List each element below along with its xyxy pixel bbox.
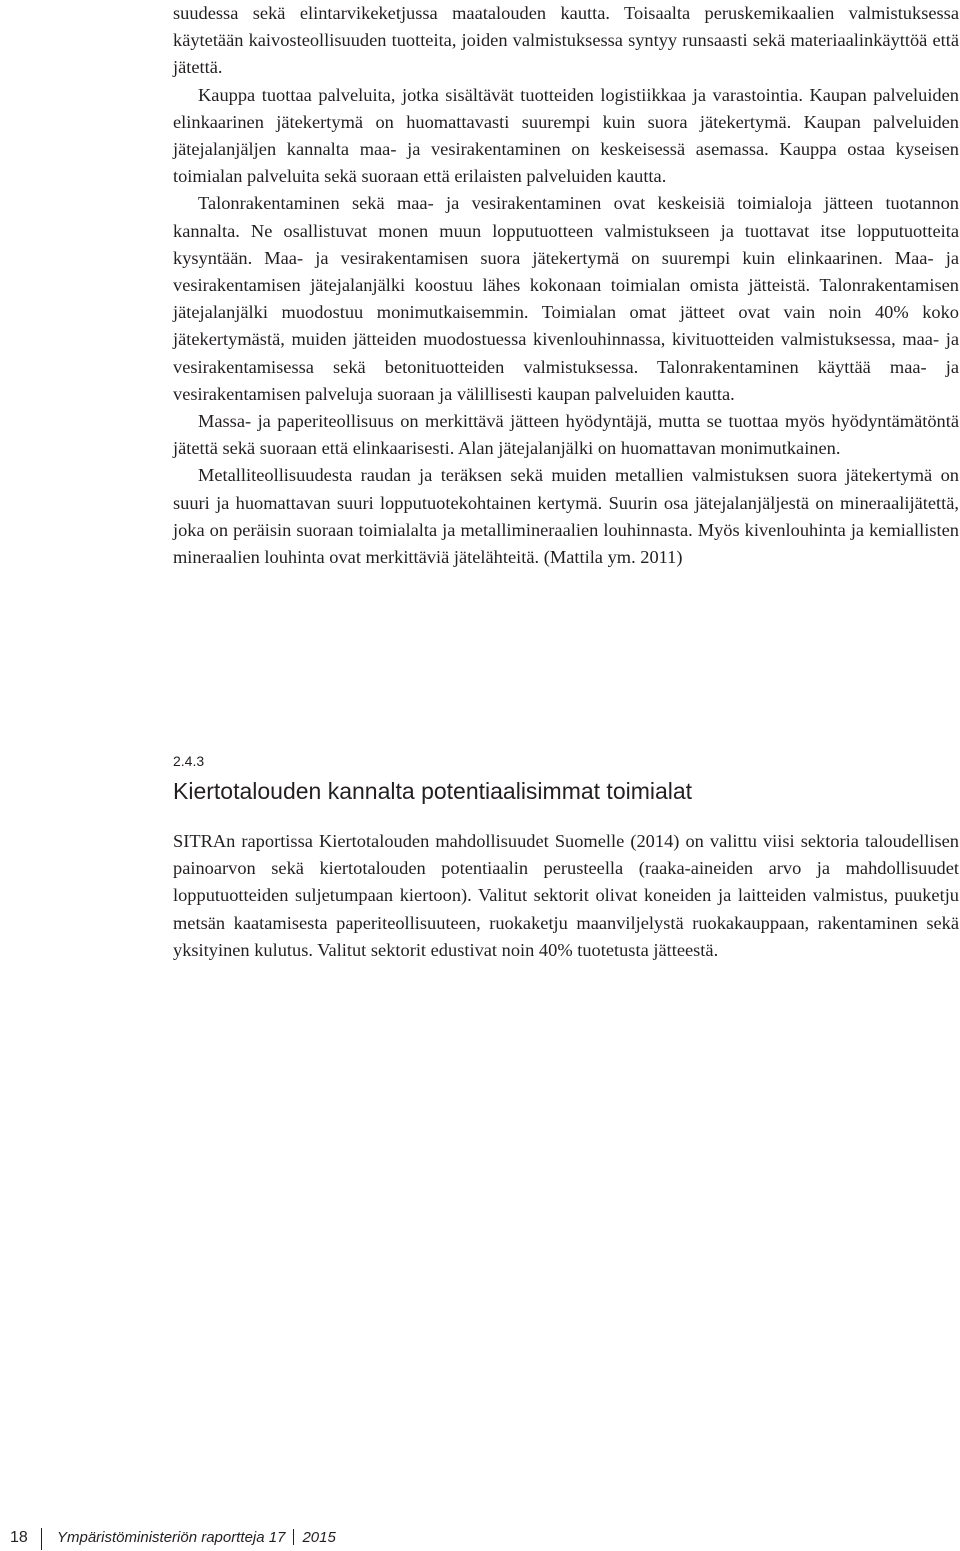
paragraph-sitra: SITRAn raportissa Kiertotalouden mahdollisuudet Suomelle (2014) on valittu viisi sektoria taloudellisen painoarvon sekä kiertotalouden potentiaalin perusteella (raaka-aineiden arvo ja mahdollisuudet lopputuotteiden suljetumpaan kiertoon). Valitut sektorit olivat koneiden ja laitteiden valmistus, puuketju metsän kaatamisesta paperiteollisuuteen, ruokaketju maanviljelystä ruokakauppaan, rakentaminen sekä yksityinen kulutus. Valitut sektorit edustivat noin 40% tuotetusta jätteestä. <box>173 831 959 960</box>
footer-separator <box>293 1529 294 1545</box>
series-year: 2015 <box>302 1529 336 1546</box>
paragraph-continuation: suudessa sekä elintarvikeketjussa maatalouden kautta. Toisaalta peruskemikaalien valmistuksessa käytetään kaivosteollisuuden tuotteita, joiden valmistuksessa syntyy runsaasti sekä materiaalinkäyttöä että jätettä. <box>173 3 959 78</box>
page-number: 18 <box>10 1529 28 1546</box>
series-title: Ympäristöministeriön raportteja 17 <box>57 1529 286 1546</box>
section-body <box>173 828 959 964</box>
paragraph-metal-industry: Metalliteollisuudesta raudan ja teräksen sekä muiden metallien valmistuksen suora jätekertymä on suuri ja huomattavan suuri lopputuotekohtainen kertymä. Suurin osa jätejalanjäljestä on mineraalijätettä, joka on peräisin suoraan toimialalta ja metallimineraalien louhinnasta. Myös kivenlouhinta ja kemiallisten mineraalien louhinta ovat merkittäviä jätelähteitä. (Mattila ym. 2011) <box>173 465 959 568</box>
paragraph-trade: Kauppa tuottaa palveluita, jotka sisältävät tuotteiden logistiikkaa ja varastointia. Kaupan palveluiden elinkaarinen jätekertymä on huomattavasti suurempi kuin suora jätekertymä. Kaupan palveluiden jätejalanjäljen kannalta maa- ja vesirakentaminen on keskeisessä asemassa. Kauppa ostaa kyseisen toimialan palveluita sekä suoraan että erilaisten palveluiden kautta. <box>173 84 959 187</box>
footer-divider <box>41 1528 42 1550</box>
paragraph-construction: Talonrakentaminen sekä maa- ja vesirakentaminen ovat keskeisiä toimialoja jätteen tuotannon kannalta. Ne osallistuvat monen muun lopputuotteen valmistukseen ja tuottavat itse lopputuotteita kysyntään. Maa- ja vesirakentamisen suora jätekertymä on suurempi kuin elinkaarinen. Maa- ja vesirakentamisen jätejalanjälki koostuu lähes kokonaan toimialan omista jätteistä. Talonrakentamisen jätejalanjälki muodostuu monimutkaisemmin. Toimialan omat jätteet ovat vain noin 40% koko jätekertymästä, muiden jätteiden muodostuessa kivenlouhinnassa, kivituotteiden valmistuksessa, maa- ja vesirakentamisessa sekä betonituotteiden valmistuksessa. Talonrakentaminen käyttää maa- ja vesirakentamisen palveluja suoraan ja välillisesti kaupan palveluiden kautta. <box>173 193 959 404</box>
footer-series <box>57 1528 336 1548</box>
body-text-block <box>173 0 959 571</box>
page-footer <box>0 1528 960 1548</box>
section-title: Kiertotalouden kannalta potentiaalisimmat toimialat <box>173 778 693 804</box>
section-number: 2.4.3 <box>173 753 205 769</box>
paragraph-paper-industry: Massa- ja paperiteollisuus on merkittävä jätteen hyödyntäjä, mutta se tuottaa myös hyödyntämätöntä jätettä sekä suoraan että elinkaarisesti. Alan jätejalanjälki on huomattavan monimutkainen. <box>173 411 959 459</box>
